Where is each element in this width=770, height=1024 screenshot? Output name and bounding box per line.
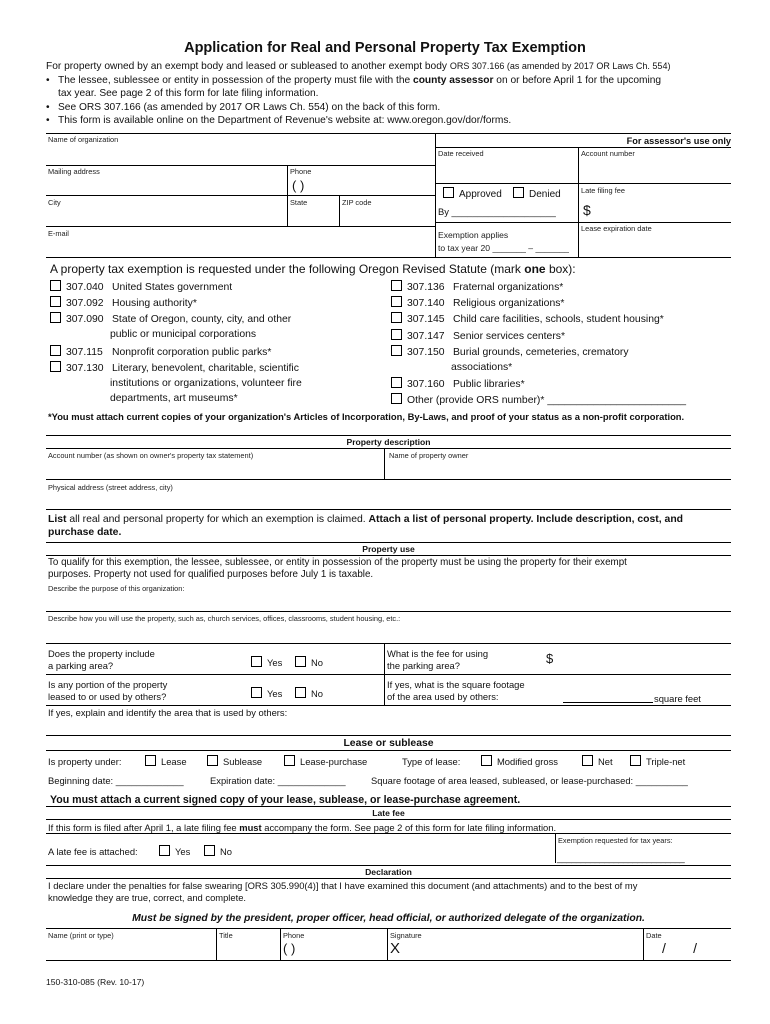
statute-option-307-140[interactable] [391,296,564,311]
net-label: Net [598,756,613,767]
parking-q-line: a parking area? [48,659,114,671]
statute-label-cont: associations* [451,362,513,373]
statute-heading [50,262,576,276]
square-feet-unit: square feet [654,693,701,704]
approved-checkbox[interactable] [443,187,454,198]
lease-option[interactable] [145,755,187,767]
intro-block [46,60,736,128]
intro-line: For property owned by an exempt body and leased or subleased to another exempt body [46,61,447,72]
denied-option[interactable] [513,187,561,200]
declaration-text [48,880,730,904]
sqft-question [387,679,525,702]
leased-yes-option[interactable] [251,687,282,699]
statute-code: 307.040 [66,282,104,293]
statute-label: Burial grounds, cemeteries, crematory [453,347,629,358]
bullet-bold: county assessor [413,74,494,86]
checkbox[interactable] [207,755,218,766]
leased-q-line: leased to or used by others? [48,690,167,702]
physical-address-label: Physical address (street address, city) [48,483,173,492]
late-fee-no-option[interactable] [204,845,232,857]
late-filing-fee-label: Late filing fee [581,186,625,195]
statute-label-cont: departments, art museums* [110,393,238,404]
fee-q-line: What is the fee for using [387,648,489,659]
explain-area-label: If yes, explain and identify the area that is used by others: [48,707,288,718]
lease-header: Lease or sublease [343,738,434,749]
mailing-address-label: Mailing address [48,167,100,176]
statute-code: 307.130 [66,363,104,374]
declaration-line: I declare under the penalties for false swearing [ORS 305.990(4)] that I have examined this document (and attachments) and to the best of my [48,880,638,891]
statute-option-307-040[interactable] [50,280,232,295]
late-fee-must: must [239,822,262,833]
checkbox[interactable] [391,296,402,307]
bullet-continuation: tax year. See page 2 of this form for late filing information. [58,88,319,100]
phone-sign-label: Phone [283,931,305,940]
triple-net-option[interactable] [630,755,685,767]
lease-expiration-label: Lease expiration date [581,224,652,233]
checkbox[interactable] [145,755,156,766]
list-text: all real and personal property for which an exemption is claimed. [66,514,369,525]
no-label: No [311,688,323,699]
phone-label: Phone [290,167,312,176]
checkbox[interactable] [50,280,61,291]
checkbox[interactable] [50,312,61,323]
checkbox[interactable] [481,755,492,766]
statute-label: State of Oregon, county, city, and other [112,314,292,325]
late-fee-text-c: accompany the form. See page 2 of this form for late filing information. [261,822,557,833]
statute-label: Other (provide ORS number)* ________________________ [407,395,687,406]
statute-code: 307.145 [407,314,445,325]
title-label: Title [219,931,233,940]
fee-q-line: the parking area? [387,659,460,671]
triple-net-label: Triple-net [646,756,686,767]
city-label: City [48,198,61,207]
modified-gross-option[interactable] [481,755,558,767]
statute-code: 307.115 [66,347,103,358]
yes-label: Yes [175,846,191,857]
statute-label: Public libraries* [453,379,525,390]
statute-option-307-160[interactable] [391,377,525,392]
sqft-q-line: If yes, what is the square footage [387,679,525,690]
intro-ors: ORS 307.166 (as amended by 2017 OR Laws Ch. 554) [449,61,671,71]
statute-option-307-147[interactable] [391,329,565,344]
parking-yes-option[interactable] [251,656,282,668]
sqft-q-line: of the area used by others: [387,690,499,702]
bullet-website: • This form is available online on the Department of Revenue's website at: www.oregon.gov/dor/forms. [46,114,736,128]
late-fee-text-a: If this form is filed after April 1, a late filing fee [48,822,240,833]
statute-option-307-130[interactable] [50,361,302,406]
statute-option-307-150[interactable] [391,345,629,375]
late-fee-dollar: $ [583,202,591,218]
statute-label: Religious organizations* [453,298,565,309]
phone-sign-parens[interactable]: ( ) [283,941,296,956]
qualify-line: To qualify for this exemption, the lessee, sublessee, or entity in possession of the property must be using the property for their exempt [48,557,627,568]
late-fee-yes-option[interactable] [159,845,190,857]
checkbox[interactable] [391,329,402,340]
form-number: 150-310-085 (Rev. 10-17) [46,977,145,987]
attach-articles-note: *You must attach current copies of your organization's Articles of Incorporation, By-Laws, and proof of your status as a non-profit corporation. [48,411,685,422]
account-number-label: Account number [581,149,635,158]
statute-code: 307.160 [407,379,445,390]
no-label: No [311,657,323,668]
statute-option-307-136[interactable] [391,280,563,295]
lease-label: Lease [161,756,187,767]
checkbox[interactable] [251,687,262,698]
lease-purchase-option[interactable] [284,755,367,767]
checkbox[interactable] [295,687,306,698]
checkbox[interactable] [391,377,402,388]
parking-no-option[interactable] [295,656,323,668]
parking-fee-dollar: $ [546,651,554,666]
statute-heading-one: one [524,262,546,276]
lease-purchase-label: Lease-purchase [300,756,368,767]
date-received-label: Date received [438,149,484,158]
checkbox[interactable] [50,345,61,356]
statute-label: Fraternal organizations* [453,282,564,293]
modified-gross-label: Modified gross [497,756,558,767]
checkbox[interactable] [391,393,402,404]
page-title: Application for Real and Personal Property Tax Exemption [184,40,586,56]
describe-use-label: Describe how you will use the property, such as, church services, offices, classrooms, student housing, etc.: [48,614,401,623]
no-label: No [220,846,232,857]
checkbox[interactable] [284,755,295,766]
statute-code: 307.136 [407,282,445,293]
yes-label: Yes [267,688,283,699]
statute-label: Senior services centers* [453,331,566,342]
property-description-header: Property description [346,437,431,447]
statute-code: 307.147 [407,331,445,342]
statute-code: 307.140 [407,298,445,309]
parking-question [48,648,155,671]
must-be-signed-note: Must be signed by the president, proper officer, head official, or authorized delegate of the organization. [132,913,645,924]
checkbox[interactable] [295,656,306,667]
name-of-organization-label: Name of organization [48,135,119,144]
signature-label: Signature [390,931,422,940]
denied-label: Denied [529,189,561,200]
checkbox[interactable] [50,361,61,372]
bullet-text: on or before April 1 for the upcoming [493,74,662,86]
bullet-text: The lessee, sublessee or entity in possession of the property must file with the [58,74,414,86]
checkbox[interactable] [251,656,262,667]
email-label: E-mail [48,229,69,238]
statute-label: United States government [112,282,233,293]
date-slashes[interactable]: / / [662,940,698,956]
late-fee-attached-label: A late fee is attached: [48,846,138,857]
type-of-lease-label: Type of lease: [402,756,461,767]
statute-code: 307.092 [66,298,104,309]
leased-no-option[interactable] [295,687,323,699]
expiration-date-field[interactable]: Expiration date: _____________ [210,775,346,786]
leased-question [48,679,167,702]
signature-x[interactable]: X [390,940,401,957]
statute-option-other[interactable] [391,393,686,408]
checkbox[interactable] [204,845,215,856]
describe-purpose-label: Describe the purpose of this organization: [48,584,185,593]
checkbox[interactable] [50,296,61,307]
approved-option[interactable] [443,187,502,200]
qualify-text [48,557,730,581]
late-fee-header: Late fee [372,808,405,818]
exemption-years-label: Exemption requested for tax years: [558,836,673,845]
beginning-date-field[interactable]: Beginning date: _____________ [48,775,184,786]
statute-code: 307.090 [66,314,104,325]
list-bold: List [48,514,67,525]
list-property-instructions [48,514,728,539]
to-tax-year-label: to tax year 20 _______ – _______ [438,243,569,253]
statute-heading-a: A property tax exemption is requested under the following Oregon Revised Statute (mark [50,262,525,276]
list-bold-3: and purchase date. [48,514,684,538]
property-use-header: Property use [362,544,415,554]
leased-q-line: Is any portion of the property [48,679,168,690]
checkbox[interactable] [582,755,593,766]
denied-checkbox[interactable] [513,187,524,198]
sqft-leased-field[interactable]: Square footage of area leased, subleased, or lease-purchased: __________ [371,775,688,786]
statute-label: Housing authority* [112,298,197,309]
checkbox[interactable] [391,345,402,356]
attach-lease-note: You must attach a current signed copy of your lease, sublease, or lease-purchase agreement. [50,794,521,806]
statute-label: Child care facilities, schools, student housing* [453,314,664,325]
parking-q-line: Does the property include [48,648,155,659]
statute-label: Nonprofit corporation public parks* [112,347,272,358]
checkbox[interactable] [391,280,402,291]
statute-label-cont: institutions or organizations, volunteer fire [110,378,302,389]
statute-heading-c: box): [545,262,576,276]
organization-name-field[interactable] [46,144,434,164]
statute-label: Literary, benevolent, charitable, scientific [112,363,299,374]
date-label: Date [646,931,662,940]
tax-years-line[interactable]: ___________________________ [557,852,685,863]
bullet-ors: • See ORS 307.166 (as amended by 2017 OR Laws Ch. 554) on the back of this form. [46,101,736,115]
exemption-applies-label: Exemption applies [438,230,509,240]
zip-label: ZIP code [342,198,372,207]
by-line[interactable]: By ____________________ [438,206,556,217]
statute-option-307-115[interactable] [50,345,271,360]
sublease-label: Sublease [223,756,263,767]
parking-fee-question [387,648,488,671]
qualify-line: purposes. Property not used for qualified purposes before July 1 is taxable. [48,569,374,580]
checkbox[interactable] [391,312,402,323]
declaration-line: knowledge they are true, correct, and complete. [48,892,247,903]
declaration-header: Declaration [365,867,412,877]
property-owner-label: Name of property owner [389,451,469,460]
checkbox[interactable] [159,845,170,856]
name-print-label: Name (print or type) [48,931,114,940]
assessor-header: For assessor's use only [626,136,731,146]
account-number-owner-label: Account number (as shown on owner's property tax statement) [48,451,254,460]
statute-code: 307.150 [407,347,445,358]
approved-label: Approved [459,189,502,200]
yes-label: Yes [267,657,283,668]
phone-parens[interactable]: ( ) [292,178,305,193]
statute-option-307-145[interactable] [391,312,664,327]
is-property-under-label: Is property under: [48,756,122,767]
statute-option-307-090[interactable] [50,312,291,342]
checkbox[interactable] [630,755,641,766]
net-option[interactable] [582,755,613,767]
statute-option-307-092[interactable] [50,296,197,311]
late-fee-text [48,822,556,833]
list-bold-2: Attach a list of personal property. Include description, cost, [368,514,662,525]
sublease-option[interactable] [207,755,262,767]
statute-label-cont: public or municipal corporations [110,329,257,340]
state-label: State [290,198,308,207]
